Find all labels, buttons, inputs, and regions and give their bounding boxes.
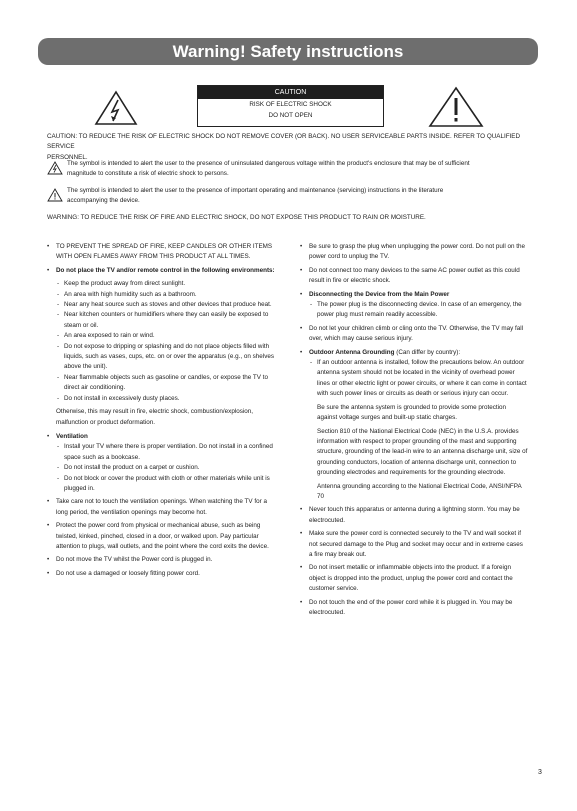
left-column [47,242,275,582]
list-item: - Near any heat source such as stoves and other devices that produce heat. [47,300,275,310]
instructions-symbol-explanation [47,186,527,208]
caution-text-line1: CAUTION: TO REDUCE THE RISK OF ELECTRIC SHOCK DO NOT REMOVE COVER (OR BACK). NO USER SERVICEABLE PARTS INSIDE. REFER TO QUALIFIED SERVICE [47,133,521,151]
list-item: - Install your TV where there is proper ventilation. Do not install in a confined space such as a bookcase. [47,442,275,463]
list-item: - Do not block or cover the product with cloth or other materials while unit is plugged in. [47,474,275,495]
list-item: - The power plug is the disconnecting device. In case of an emergency, the power plug must remain readily accessible. [300,300,528,321]
placement-note: Otherwise, this may result in fire, electric shock, combustion/explosion, malfunction or product deformation. [56,408,254,426]
shock-symbol-text-line2: magnitude to constitute a risk of electric shock to persons. [67,170,229,178]
page-number: 3 [538,769,542,776]
ventilation-list [47,442,275,494]
shock-symbol-text-line1: The symbol is intended to alert the user to the presence of uninsulated dangerous voltage within the product's enclosure that may be of sufficient [67,160,470,167]
list-item: - If an outdoor antenna is installed, follow the precautions below. An outdoor antenna system should not be located in the vicinity of overhead power lines or other electric light or power circuits, or where it can come in contact with such power lines or circuits as death or serious injury can occur. [300,358,528,400]
list-item: • Make sure the power cord is connected securely to the TV and wall socket if not secured damage to the Plug and socket may occur and in extreme cases a fire may break out. [300,529,528,560]
antenna-heading-note: (Can differ by country): [394,348,461,356]
caution-text-line2: PERSONNEL. [47,153,88,161]
list-item: • TO PREVENT THE SPREAD OF FIRE, KEEP CANDLES OR OTHER ITEMS WITH OPEN FLAMES AWAY FROM THIS PRODUCT AT ALL TIMES. [47,242,275,263]
right-column [300,242,528,621]
antenna-paragraph: Section 810 of the National Electrical Code (NEC) in the U.S.A. provides information with respect to proper grounding of the mast and supporting structure, grounding of the lead-in wire to an antenna discharge unit, size of grounding conductors, location of antenna discharge unit, connection to grounding electrodes and requirements for the grounding electrode. [317,427,528,477]
list-item: • Take care not to touch the ventilation openings. When watching the TV for a long period, the ventilation openings may become hot. [47,497,275,518]
list-item: • Do not insert metallic or inflammable objects into the product. If a foreign object is dropped into the product, unplug the power cord and contact the customer service. [300,563,528,594]
disconnect-section [300,290,528,300]
disconnect-heading: • Disconnecting the Device from the Main Power [309,290,450,298]
exclamation-warning-icon [428,86,484,128]
antenna-paragraph: Antenna grounding according to the National Electrical Code, ANSI/NFPA 70 [317,482,522,500]
list-item: • Do not use a damaged or loosely fitting power cord. [47,569,275,579]
placement-section [47,266,275,276]
instructions-symbol-text-line1: The symbol is intended to alert the user to the presence of important operating and maintenance (servicing) instructions in the literature [67,187,444,194]
list-item: • Do not touch the end of the power cord while it is plugged in. You may be electrocuted. [300,598,528,619]
antenna-section [300,348,528,358]
list-item: - An area with high humidity such as a bathroom. [47,290,275,300]
ventilation-heading: • Ventilation [56,432,88,440]
list-item: - Near flammable objects such as gasoline or candles, or expose the TV to direct air conditioning. [47,373,275,394]
list-item: • Be sure to grasp the plug when unplugging the power cord. Do not pull on the power cord to unplug the TV. [300,242,528,263]
list-item: - Keep the product away from direct sunlight. [47,279,275,289]
moisture-warning: WARNING: TO REDUCE THE RISK OF FIRE AND ELECTRIC SHOCK, DO NOT EXPOSE THIS PRODUCT TO RAIN OR MOISTURE. [47,214,426,221]
exclamation-triangle-icon [47,188,63,202]
lightning-triangle-icon [47,161,63,175]
antenna-heading: Outdoor Antenna Grounding [309,348,395,356]
caution-open-text: DO NOT OPEN [268,112,313,119]
caution-shock-text: RISK OF ELECTRIC SHOCK [249,101,332,108]
list-item: • Do not move the TV whilst the Power cord is plugged in. [47,555,275,565]
instructions-symbol-text-line2: accompanying the device. [67,197,140,205]
ventilation-section [47,432,275,442]
list-item: - Near kitchen counters or humidifiers where they can easily be exposed to steam or oil. [47,310,275,331]
list-item: • Do not let your children climb or cling onto the TV. Otherwise, the TV may fall over, which may cause serious injury. [300,324,528,345]
caution-heading: CAUTION [198,86,383,99]
antenna-paragraph: Be sure the antenna system is grounded to provide some protection against voltage surges and built-up static charges. [317,403,507,422]
list-item: - An area exposed to rain or wind. [47,331,275,341]
list-item: • Never touch this apparatus or antenna during a lightning storm. You may be electrocuted. [300,505,528,526]
electric-shock-warning-icon [94,90,138,126]
list-item: • Protect the power cord from physical or mechanical abuse, such as being twisted, kinked, pinched, closed in a door, or walked upon. Pay particular attention to plugs, wall outlets, and the point where the cord exits the device. [47,521,275,552]
list-item: - Do not install in excessively dusty places. [47,394,275,404]
placement-heading: • Do not place the TV and/or remote control in the following environments: [56,266,275,274]
placement-list [47,279,275,404]
list-item: • Do not connect too many devices to the same AC power outlet as this could result in fire or electric shock. [300,266,528,287]
page-title: Warning! Safety instructions [38,38,538,65]
shock-symbol-explanation [47,159,527,181]
caution-label [197,85,384,127]
list-item: - Do not expose to dripping or splashing and do not place objects filled with liquids, such as vases, cups, etc. on or over the apparatus (e.g., on shelves above the unit). [47,342,275,373]
list-item: - Do not install the product on a carpet or cushion. [47,463,275,473]
